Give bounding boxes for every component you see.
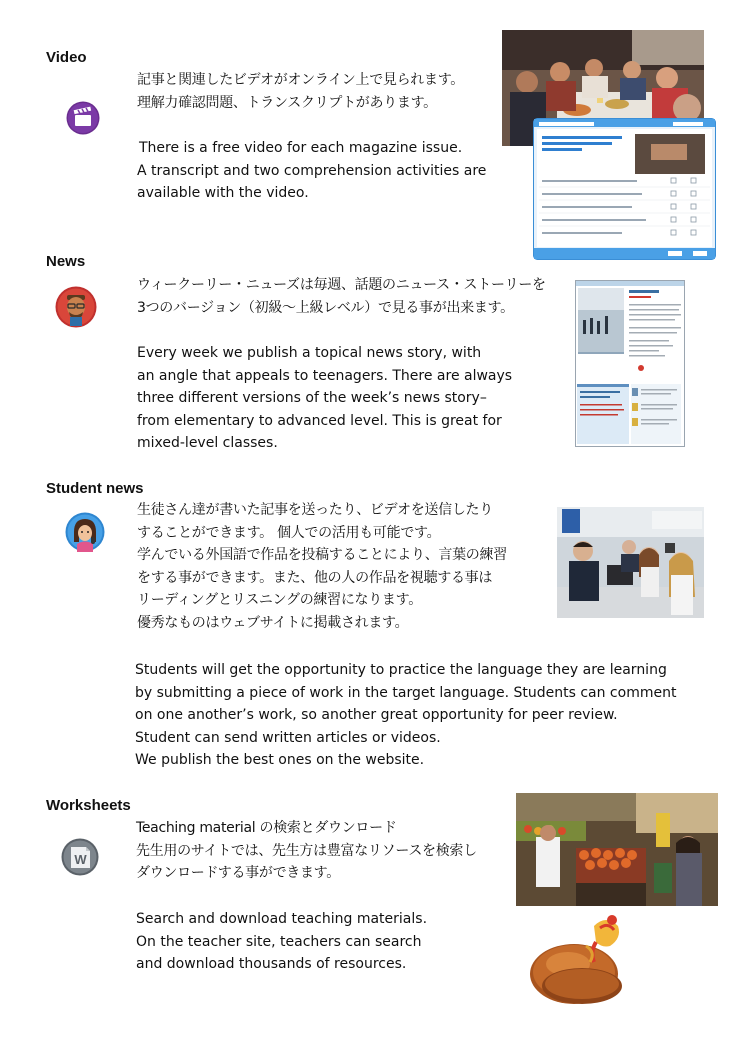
section-title-worksheets: Worksheets: [46, 797, 131, 814]
market-stall-photo: [516, 793, 718, 906]
castanets-illustration: [524, 906, 634, 1010]
worksheets-english-text: Search and download teaching materials. On the teacher site, teachers can search and download thousands of resources.: [136, 911, 428, 973]
news-english-text: Every week we publish a topical news story, with an angle that appeals to teenagers. There are always three different versions of the week’s news story– from elementary to advanced level. This is great for mixed-level classes.: [137, 345, 513, 452]
svg-text:W: W: [74, 852, 87, 867]
news-reporter-icon: [55, 286, 97, 328]
worksheet-w-icon: [61, 838, 99, 876]
student-news-english-text: Students will get the opportunity to practice the language they are learning by submitting a piece of work in the target language. Students can comment on one another’s work, so another great opportunity for peer review. Student can send written articles or videos. We publish the best ones on the website.: [135, 662, 677, 769]
video-clapper-icon: [66, 101, 100, 135]
news-japanese-text: ウィークーリー・ニューズは毎週、話題のニュース・ストーリーを 3つのバージョン（初級～上級レベル）で見る事が出来ます。: [137, 277, 546, 316]
news-webpage-screenshot: [575, 280, 685, 447]
worksheets-japanese-text: Teaching material の検索とダウンロード 先生用のサイトでは、先生方は豊富なリソースを検索し ダウンロードする事ができます。: [136, 820, 477, 882]
video-japanese-text: 記事と関連したビデオがオンライン上で見られます。 理解力確認問題、トランスクリプトがあります。: [137, 72, 464, 111]
classroom-students-photo: [557, 507, 704, 618]
student-microphone-icon: [65, 512, 105, 552]
student-news-japanese-text: 生徒さん達が書いた記事を送ったり、ビデオを送信したり することができます。 個人での活用も可能です。 学んでいる外国語で作品を投稿することにより、言葉の練習 をする事ができます。また、他の人の作品を視聴する事は リーディングとリスニングの練習になります。 優秀なものはウェブサイトに掲載されます。: [137, 502, 507, 631]
video-quiz-screenshot: [533, 118, 716, 260]
video-english-text: There is a free video for each magazine issue. A transcript and two comprehension activities are available with the video.: [137, 140, 487, 202]
section-title-student-news: Student news: [46, 480, 144, 497]
section-title-video: Video: [46, 49, 87, 66]
section-title-news: News: [46, 253, 86, 270]
